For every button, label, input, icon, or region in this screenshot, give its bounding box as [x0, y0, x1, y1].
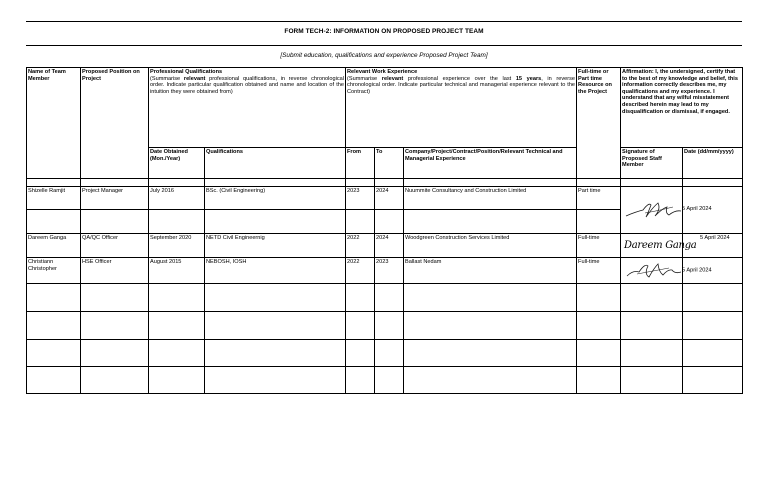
table-row [27, 234, 743, 258]
header-qualifications: Qualifications [205, 148, 346, 179]
header-row-1 [27, 68, 743, 148]
member-position: HSE Officer [81, 258, 149, 284]
signature-cell [621, 258, 683, 284]
header-signature: Signature of Proposed Staff Member [621, 148, 683, 179]
member-company: Ballast Nedam [404, 258, 577, 284]
header-date: Date (dd/mm/yyyy) [683, 148, 743, 179]
member-from: 2022 [346, 234, 375, 258]
header-date-obtained: Date Obtained (Mon./Year) [149, 148, 205, 179]
header-experience-desc: (Summarise relevant professional experience over the last 15 years, in reverse chronological order. Indicate particular technical and managerial experience relevant to the Contract) [347, 75, 576, 95]
member-time: Full-time [577, 234, 621, 258]
table-row [27, 367, 743, 394]
project-team-table [26, 67, 743, 394]
signature-scribble [623, 198, 683, 222]
form-subtitle: [Submit education, qualifications and experience Proposed Project Team] [280, 52, 488, 59]
header-experience-title: Relevant Work Experience [347, 69, 418, 75]
member-date-obtained: September 2020 [149, 234, 205, 258]
header-qualifications-title: Professional Qualifications [150, 69, 223, 75]
date-cell [683, 258, 743, 284]
header-experience-group [346, 68, 577, 148]
member-date-obtained: August 2015 [149, 258, 205, 284]
spacer-row [27, 179, 743, 187]
signed-date: 5 April 2024 [700, 235, 730, 241]
header-name: Name of Team Member [27, 68, 81, 179]
member-time: Part time [577, 187, 621, 210]
member-name: Christiann Christopher [27, 258, 81, 284]
table-row [27, 340, 743, 367]
header-from: From [346, 148, 375, 179]
header-position: Proposed Position on Project [81, 68, 149, 179]
member-from: 2023 [346, 187, 375, 210]
header-to: To [375, 148, 404, 179]
table-row [27, 187, 743, 210]
member-to: 2024 [375, 234, 404, 258]
member-name: Dareem Ganga [27, 234, 81, 258]
member-qualification: BSc. (Civil Engineering) [205, 187, 346, 210]
member-name: Shizelle Ramjit [27, 187, 81, 210]
signature-scribble [623, 260, 683, 282]
member-company: Woodgreen Construction Services Limited [404, 234, 577, 258]
header-company: Company/Project/Contract/Position/Relevant Technical and Managerial Experience [404, 148, 577, 179]
signature-cell [621, 234, 697, 258]
header-qualifications-desc: (Summarise relevant professional qualifications, in reverse chronological order. Indicate particular qualification obtained and name and location of the intuition they were obtained from) [150, 75, 345, 95]
member-qualification: NETD Civil Engineernig [205, 234, 346, 258]
member-position: QA/QC Officer [81, 234, 149, 258]
signed-date: 5 April 2024 [682, 206, 712, 212]
member-qualification: NEBOSH, IOSH [205, 258, 346, 284]
top-rule [26, 21, 742, 22]
member-to: 2024 [375, 187, 404, 210]
member-to: 2023 [375, 258, 404, 284]
table-row [27, 258, 743, 284]
signature-handwritten: Dareem Ganga [624, 239, 697, 251]
member-date-obtained: July 2016 [149, 187, 205, 210]
header-affirmation: Affirmation: I, the undersigned, certify that to the best of my knowledge and belief, this information correctly describes me, my qualifications and my experience. I understand that any wilful misstatement described herein may lead to my disqualification or dismissal, if engaged. [621, 68, 743, 148]
header-qualifications-group [149, 68, 346, 148]
member-company: Nuummite Consultancy and Construction Limited [404, 187, 577, 210]
member-from: 2022 [346, 258, 375, 284]
header-fulltime: Full-time or Part time Resource on the Project [577, 68, 621, 179]
date-cell [683, 234, 743, 258]
title-rule [26, 45, 742, 46]
table-row [27, 284, 743, 312]
signature-cell [621, 187, 683, 234]
table-row [27, 312, 743, 340]
signed-date: 5 April 2024 [682, 267, 712, 274]
form-title: FORM TECH-2: INFORMATION ON PROPOSED PROJECT TEAM [284, 28, 484, 35]
date-cell [683, 187, 743, 234]
member-position: Project Manager [81, 187, 149, 210]
member-time: Full-time [577, 258, 621, 284]
